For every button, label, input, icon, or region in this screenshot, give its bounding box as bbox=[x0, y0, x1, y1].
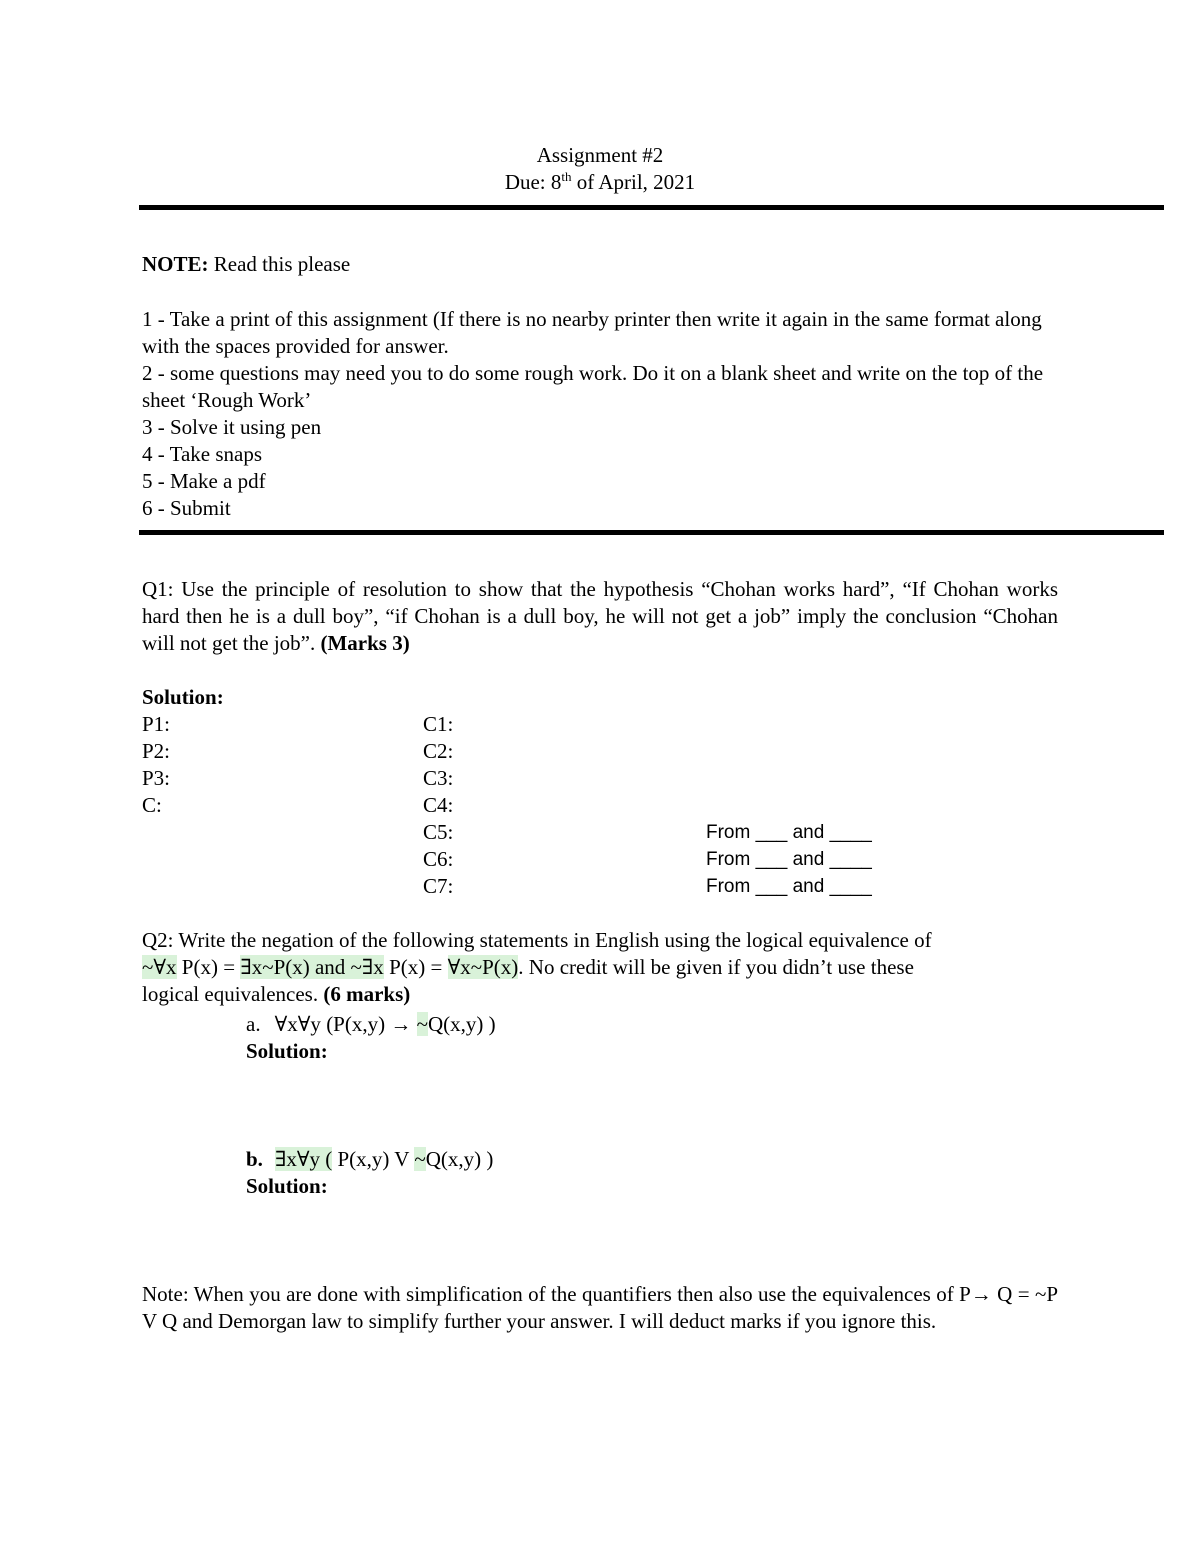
note-heading: NOTE: Read this please bbox=[142, 252, 351, 276]
clause-c1: C1: bbox=[423, 712, 454, 736]
clause-c4: C4: bbox=[423, 793, 454, 817]
premise-p1: P1: bbox=[142, 712, 171, 736]
q2a-solution-label: Solution: bbox=[246, 1039, 328, 1063]
from-line-c6: From ___ and ____ bbox=[706, 849, 872, 870]
premise-p2: P2: bbox=[142, 739, 171, 763]
note-item-3: 3 - Solve it using pen bbox=[142, 415, 322, 439]
note-item-6: 6 - Submit bbox=[142, 496, 231, 520]
note-item-2: 2 - some questions may need you to do some rough work. Do it on a blank sheet and write on the top of the sheet ‘Rough Work’ bbox=[142, 361, 1044, 412]
due-date: Due: 8th of April, 2021 bbox=[504, 169, 696, 194]
premise-conclusion: C: bbox=[142, 793, 162, 817]
from-line-c7: From ___ and ____ bbox=[706, 876, 872, 897]
note-item-5: 5 - Make a pdf bbox=[142, 469, 266, 493]
note-item-1: 1 - Take a print of this assignment (If there is no nearby printer then write it again in the same format along with the spaces provided for answer. bbox=[142, 307, 1042, 358]
clause-c5: C5: bbox=[423, 820, 454, 844]
from-line-c5: From ___ and ____ bbox=[706, 822, 872, 843]
final-note: Note: When you are done with simplification of the quantifiers then also use the equivalences of P→ Q = ~P V Q and Demorgan law to simplify further your answer. I will deduct marks if you ignore this. bbox=[142, 1282, 1058, 1333]
q2-text-end: logical equivalences. (6 marks) bbox=[142, 982, 411, 1006]
q2-equivalences: ~∀x P(x) = ∃x~P(x) and ~∃x P(x) = ∀x~P(x). No credit will be given if you didn’t use these bbox=[142, 955, 914, 979]
q2b-solution-label: Solution: bbox=[246, 1174, 328, 1198]
assignment-title: Assignment #2 bbox=[536, 143, 664, 167]
clause-c7: C7: bbox=[423, 874, 454, 898]
q1-solution-label: Solution: bbox=[142, 685, 224, 709]
top-divider bbox=[139, 205, 1164, 210]
q2b-statement: b. ∃x∀y ( P(x,y) V ~Q(x,y) ) bbox=[246, 1147, 494, 1171]
clause-c6: C6: bbox=[423, 847, 454, 871]
middle-divider bbox=[139, 530, 1164, 535]
clause-c3: C3: bbox=[423, 766, 454, 790]
note-item-4: 4 - Take snaps bbox=[142, 442, 263, 466]
clause-c2: C2: bbox=[423, 739, 454, 763]
q2-text: Q2: Write the negation of the following statements in English using the logical equivalence of bbox=[142, 928, 932, 952]
q1-text: Q1: Use the principle of resolution to show that the hypothesis “Chohan works hard”, “If Chohan works hard then he is a dull boy”, “if Chohan is a dull boy, he will not get a job” imply the conclusion “Chohan will not get the job”. (Marks 3) bbox=[142, 577, 1058, 655]
q2a-statement: a. ∀x∀y (P(x,y) → ~Q(x,y) ) bbox=[246, 1012, 496, 1036]
premise-p3: P3: bbox=[142, 766, 171, 790]
